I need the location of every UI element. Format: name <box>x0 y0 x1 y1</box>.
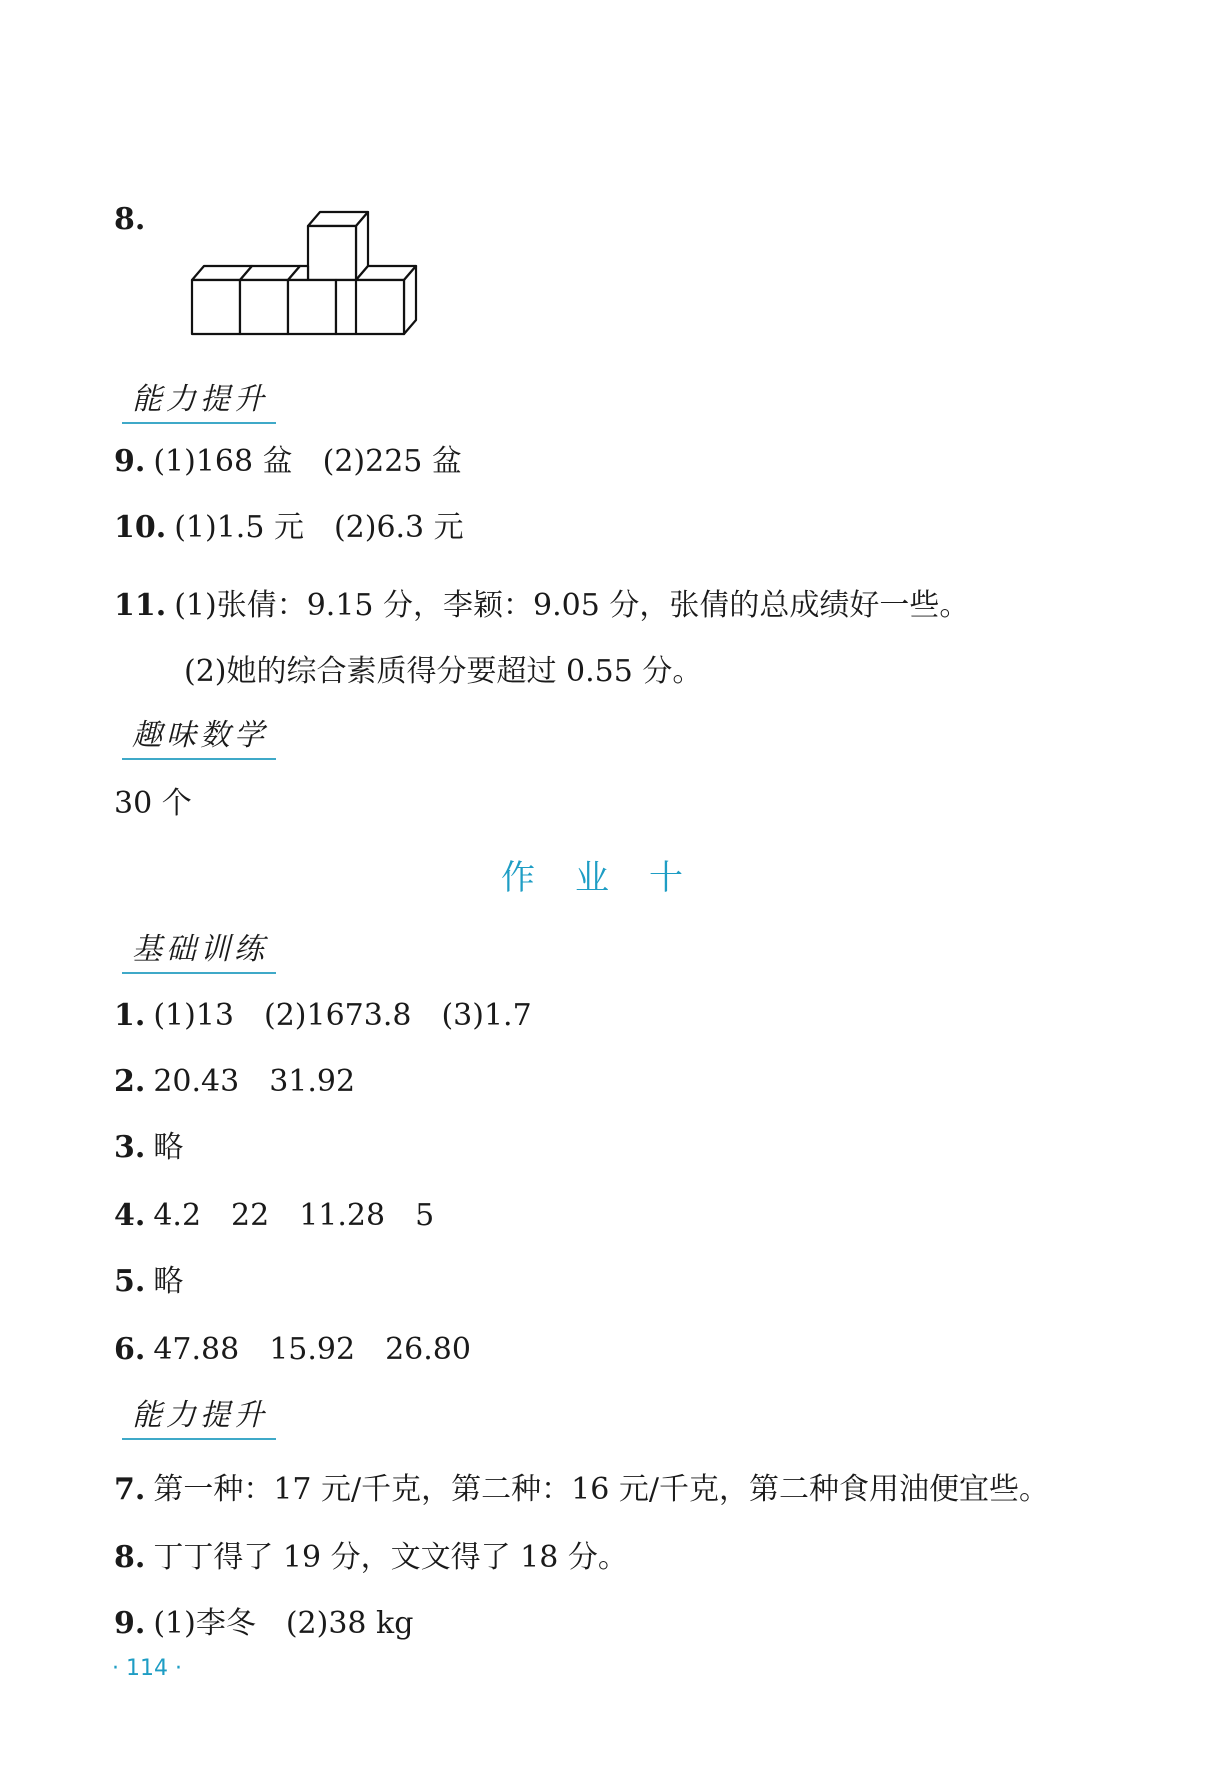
list-item <box>114 1604 413 1644</box>
question-number: 10. <box>114 510 167 545</box>
list-item <box>114 996 532 1036</box>
question-number: 4. <box>114 1198 146 1233</box>
question-answer: (1)13 (2)1673.8 (3)1.7 <box>153 998 532 1033</box>
list-item <box>114 1538 628 1578</box>
chapter-title: 作业十 <box>501 858 723 898</box>
list-item <box>114 1062 355 1102</box>
question-number: 3. <box>114 1130 146 1165</box>
question-number: 7. <box>114 1472 146 1507</box>
question-11-part-2: (2)她的综合素质得分要超过 0.55 分。 <box>184 654 703 689</box>
question-answer: 20.43 31.92 <box>153 1064 356 1099</box>
list-item <box>114 1196 434 1236</box>
fun-math-answer: 30 个 <box>114 786 192 821</box>
question-answer: 略 <box>153 1130 184 1165</box>
page-number: · 114 · <box>112 1656 182 1681</box>
question-number: 8. <box>114 202 146 237</box>
cube-arrangement-figure <box>188 206 428 346</box>
question-answer: 略 <box>153 1264 184 1299</box>
section-basic-training: 基础训练 <box>122 930 276 974</box>
question-number: 6. <box>114 1332 146 1367</box>
list-item <box>114 1128 183 1168</box>
question-answer: 第一种：17 元/千克，第二种：16 元/千克，第二种食用油便宜些。 <box>153 1472 1049 1507</box>
question-number: 9. <box>114 444 146 479</box>
list-item <box>114 1470 1049 1510</box>
section-ability-1: 能力提升 <box>122 380 276 424</box>
question-number: 8. <box>114 1540 146 1575</box>
question-number: 9. <box>114 1606 146 1641</box>
question-number: 5. <box>114 1264 146 1299</box>
question-answer: (1)168 盆 (2)225 盆 <box>153 444 462 479</box>
question-answer: 丁丁得了 19 分，文文得了 18 分。 <box>153 1540 628 1575</box>
list-item <box>114 1262 183 1302</box>
question-number: 11. <box>114 588 167 623</box>
question-number: 1. <box>114 998 146 1033</box>
question-9 <box>114 442 462 482</box>
question-answer: (1)李冬 (2)38 kg <box>153 1606 414 1641</box>
question-answer: 4.2 22 11.28 5 <box>153 1198 435 1233</box>
list-item <box>114 1330 471 1370</box>
question-answer: (1)张倩：9.15 分，李颖：9.05 分，张倩的总成绩好一些。 <box>174 588 970 623</box>
question-answer: 47.88 15.92 26.80 <box>153 1332 471 1367</box>
question-number: 2. <box>114 1064 146 1099</box>
question-8-label <box>114 200 153 240</box>
section-ability-2: 能力提升 <box>122 1396 276 1440</box>
section-fun-math: 趣味数学 <box>122 716 276 760</box>
question-10 <box>114 508 464 548</box>
question-11 <box>114 586 969 626</box>
question-answer: (1)1.5 元 (2)6.3 元 <box>174 510 464 545</box>
